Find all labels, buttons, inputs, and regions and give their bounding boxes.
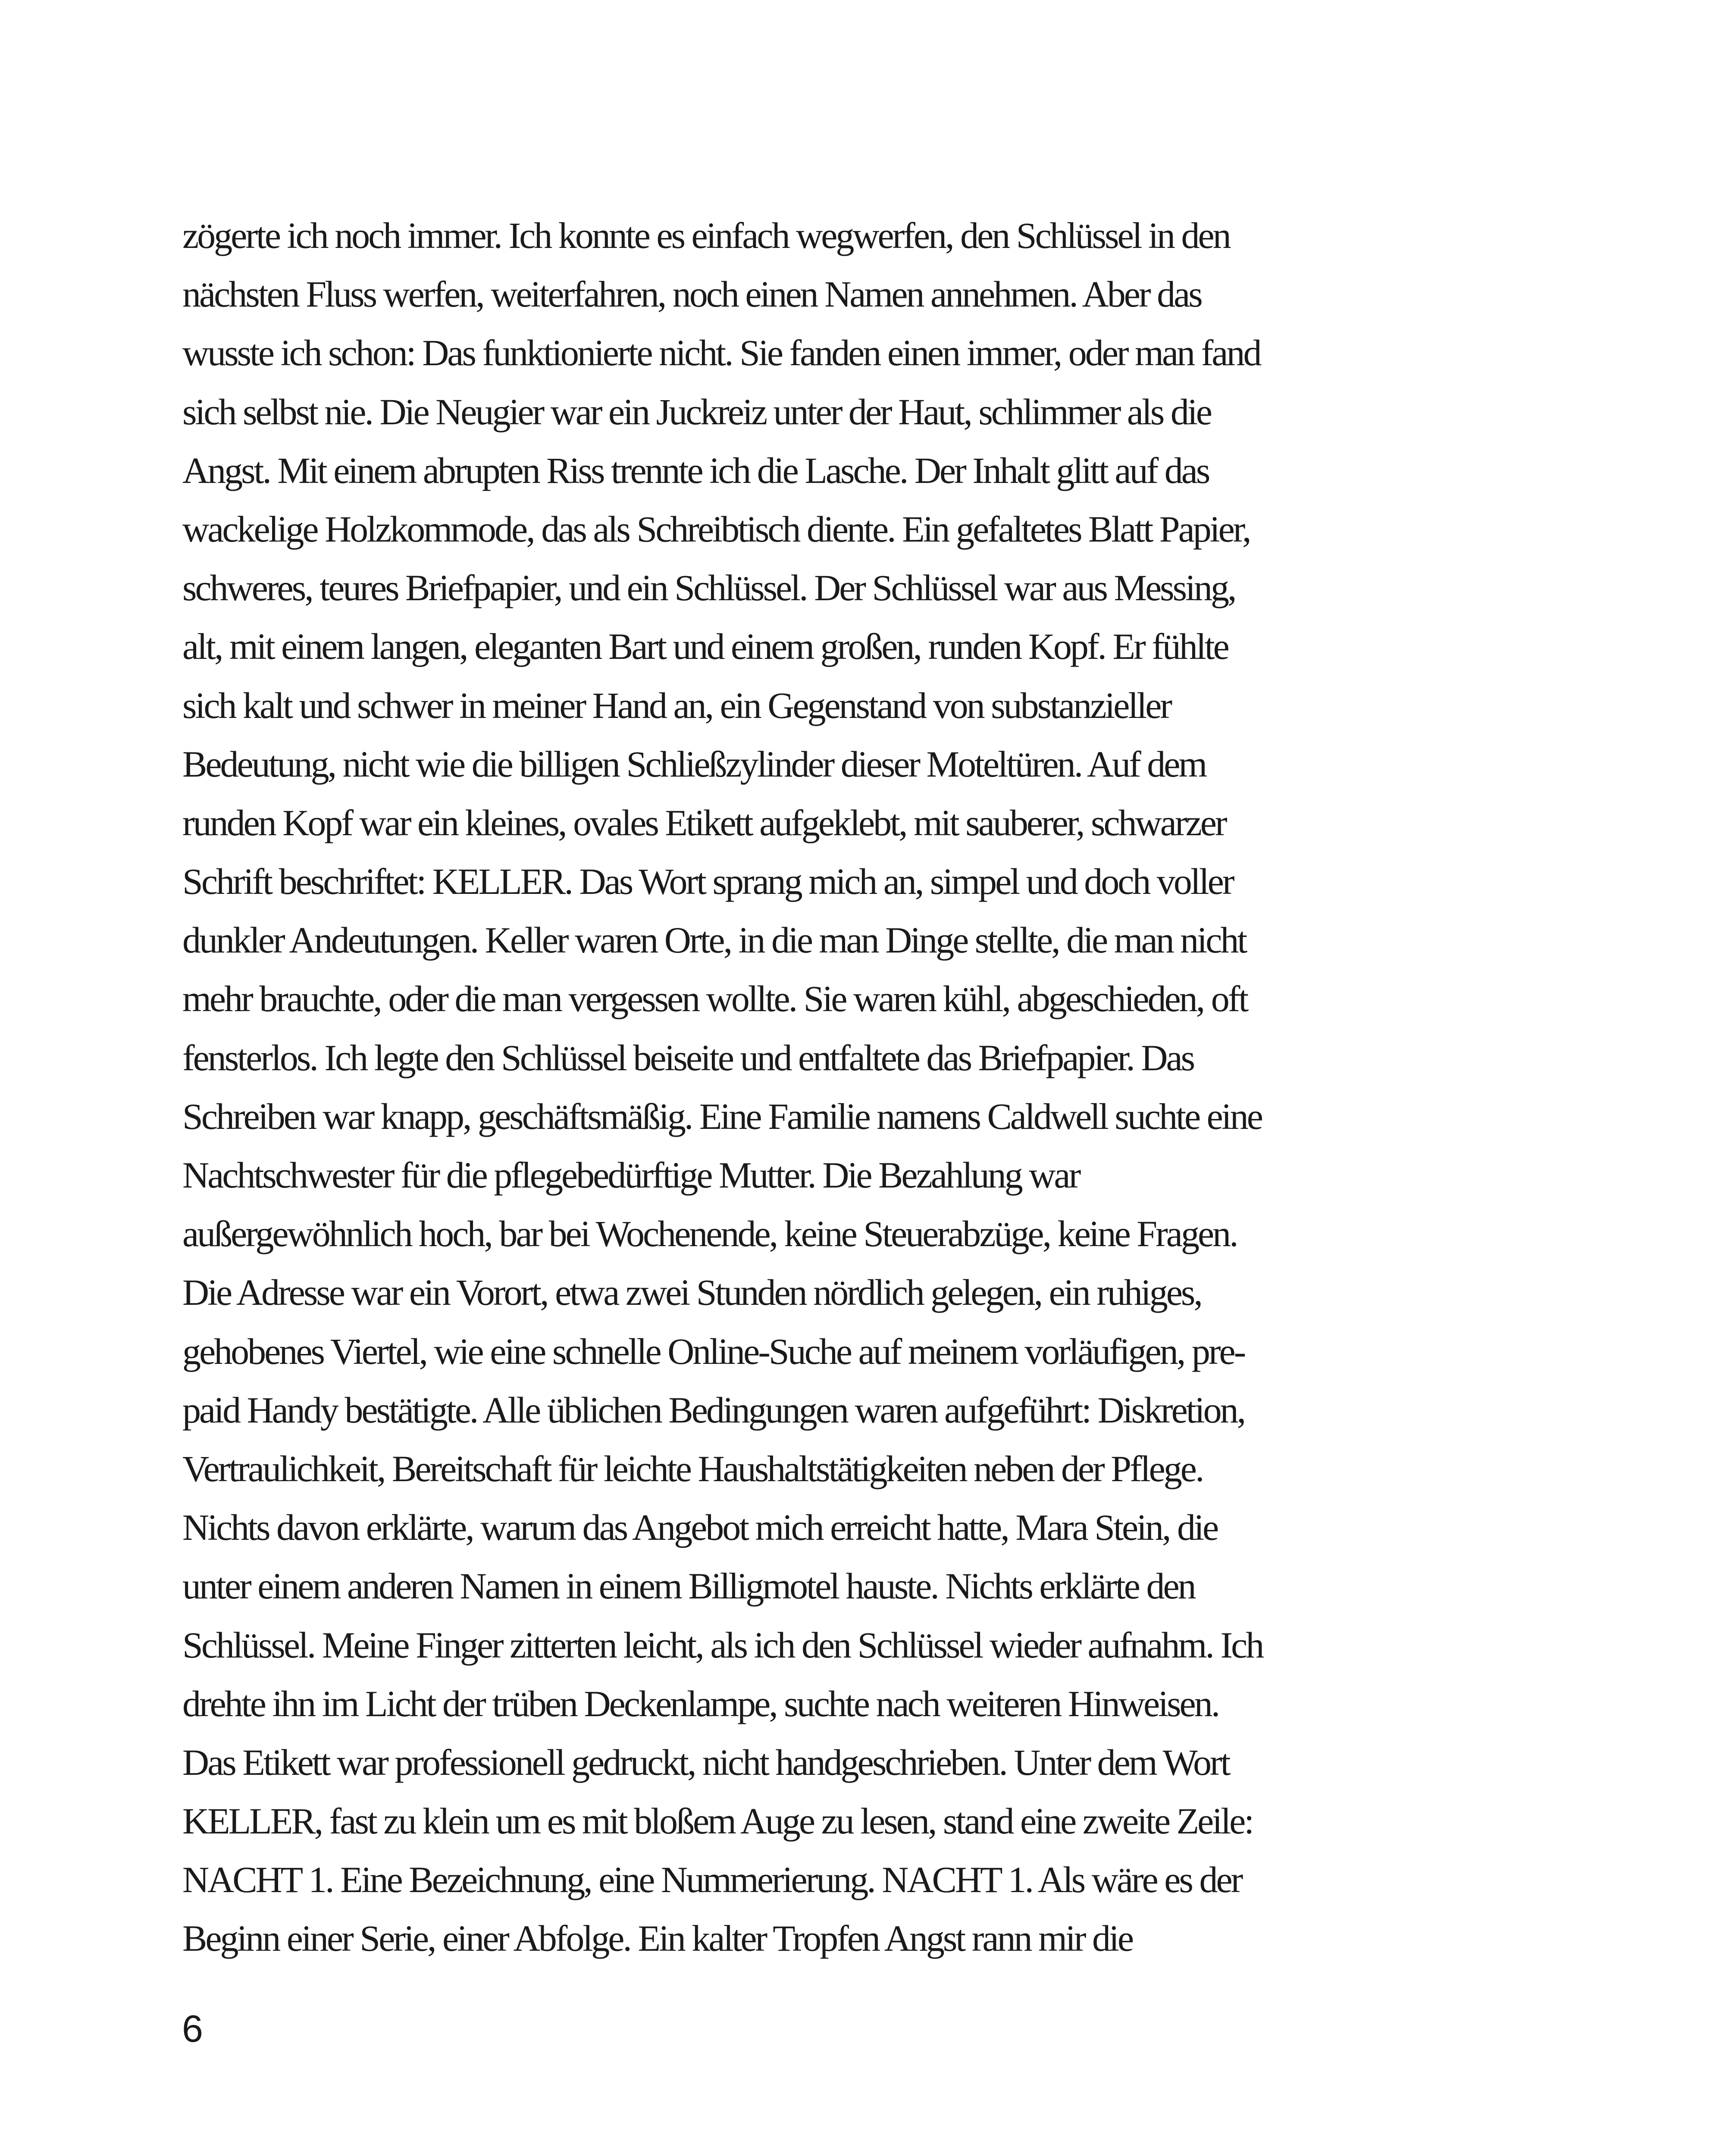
text-line: zögerte ich noch immer. Ich konnte es einfach wegwerfen, den Schlüssel in den (182, 215, 1230, 256)
body-text (182, 206, 1489, 1968)
text-line: Schrift beschriftet: KELLER. Das Wort sprang mich an, simpel und doch voller (182, 861, 1233, 903)
text-line: schweres, teures Briefpapier, und ein Schlüssel. Der Schlüssel war aus Messing, (182, 567, 1235, 609)
text-line: sich selbst nie. Die Neugier war ein Juckreiz unter der Haut, schlimmer als die (182, 391, 1211, 432)
text-line: nächsten Fluss werfen, weiterfahren, noch einen Namen annehmen. Aber das (182, 273, 1201, 315)
text-line: Schreiben war knapp, geschäftsmäßig. Eine Familie namens Caldwell suchte eine (182, 1095, 1262, 1137)
page-number: 6 (182, 2007, 203, 2050)
text-line: Die Adresse war ein Vorort, etwa zwei Stunden nördlich gelegen, ein ruhiges, (182, 1272, 1201, 1313)
text-line: runden Kopf war ein kleines, ovales Etikett aufgeklebt, mit sauberer, schwarzer (182, 802, 1226, 843)
text-line: alt, mit einem langen, eleganten Bart und einem großen, runden Kopf. Er fühlte (182, 626, 1228, 667)
text-line: NACHT 1. Eine Bezeichnung, eine Nummerierung. NACHT 1. Als wäre es der (182, 1859, 1242, 1901)
text-line: Nichts davon erklärte, warum das Angebot mich erreicht hatte, Mara Stein, die (182, 1507, 1218, 1548)
text-line: Das Etikett war professionell gedruckt, nicht handgeschrieben. Unter dem Wort (182, 1741, 1229, 1783)
text-line: KELLER, fast zu klein um es mit bloßem Auge zu lesen, stand eine zweite Zeile: (182, 1800, 1253, 1842)
text-line: wusste ich schon: Das funktionierte nicht. Sie fanden einen immer, oder man fand (182, 332, 1260, 374)
text-line: wackelige Holzkommode, das als Schreibtisch diente. Ein gefaltetes Blatt Papier, (182, 508, 1250, 550)
text-line: drehte ihn im Licht der trüben Deckenlampe, suchte nach weiteren Hinweisen. (182, 1683, 1219, 1724)
text-line: mehr brauchte, oder die man vergessen wollte. Sie waren kühl, abgeschieden, oft (182, 978, 1247, 1020)
text-line: paid Handy bestätigte. Alle üblichen Bedingungen waren aufgeführt: Diskretion, (182, 1389, 1245, 1431)
text-line: Beginn einer Serie, einer Abfolge. Ein kalter Tropfen Angst rann mir die (182, 1918, 1133, 1959)
text-line: außergewöhnlich hoch, bar bei Wochenende, keine Steuerabzüge, keine Fragen. (182, 1213, 1237, 1255)
text-line: fensterlos. Ich legte den Schlüssel beiseite und entfaltete das Briefpapier. Das (182, 1037, 1194, 1078)
text-line: sich kalt und schwer in meiner Hand an, ein Gegenstand von substanzieller (182, 684, 1171, 726)
text-line: gehobenes Viertel, wie eine schnelle Online-Suche auf meinem vorläufigen, pre- (182, 1330, 1245, 1372)
text-line: dunkler Andeutungen. Keller waren Orte, in die man Dinge stellte, die man nicht (182, 919, 1246, 961)
text-line: Schlüssel. Meine Finger zitterten leicht, als ich den Schlüssel wieder aufnahm. Ich (182, 1624, 1263, 1666)
text-line: Angst. Mit einem abrupten Riss trennte ich die Lasche. Der Inhalt glitt auf das (182, 449, 1209, 491)
text-line: Vertraulichkeit, Bereitschaft für leichte Haushaltstätigkeiten neben der Pflege. (182, 1448, 1203, 1489)
text-line: Bedeutung, nicht wie die billigen Schließzylinder dieser Moteltüren. Auf dem (182, 743, 1206, 785)
text-line: unter einem anderen Namen in einem Billigmotel hauste. Nichts erklärte den (182, 1565, 1195, 1607)
text-line: Nachtschwester für die pflegebedürftige Mutter. Die Bezahlung war (182, 1154, 1080, 1196)
